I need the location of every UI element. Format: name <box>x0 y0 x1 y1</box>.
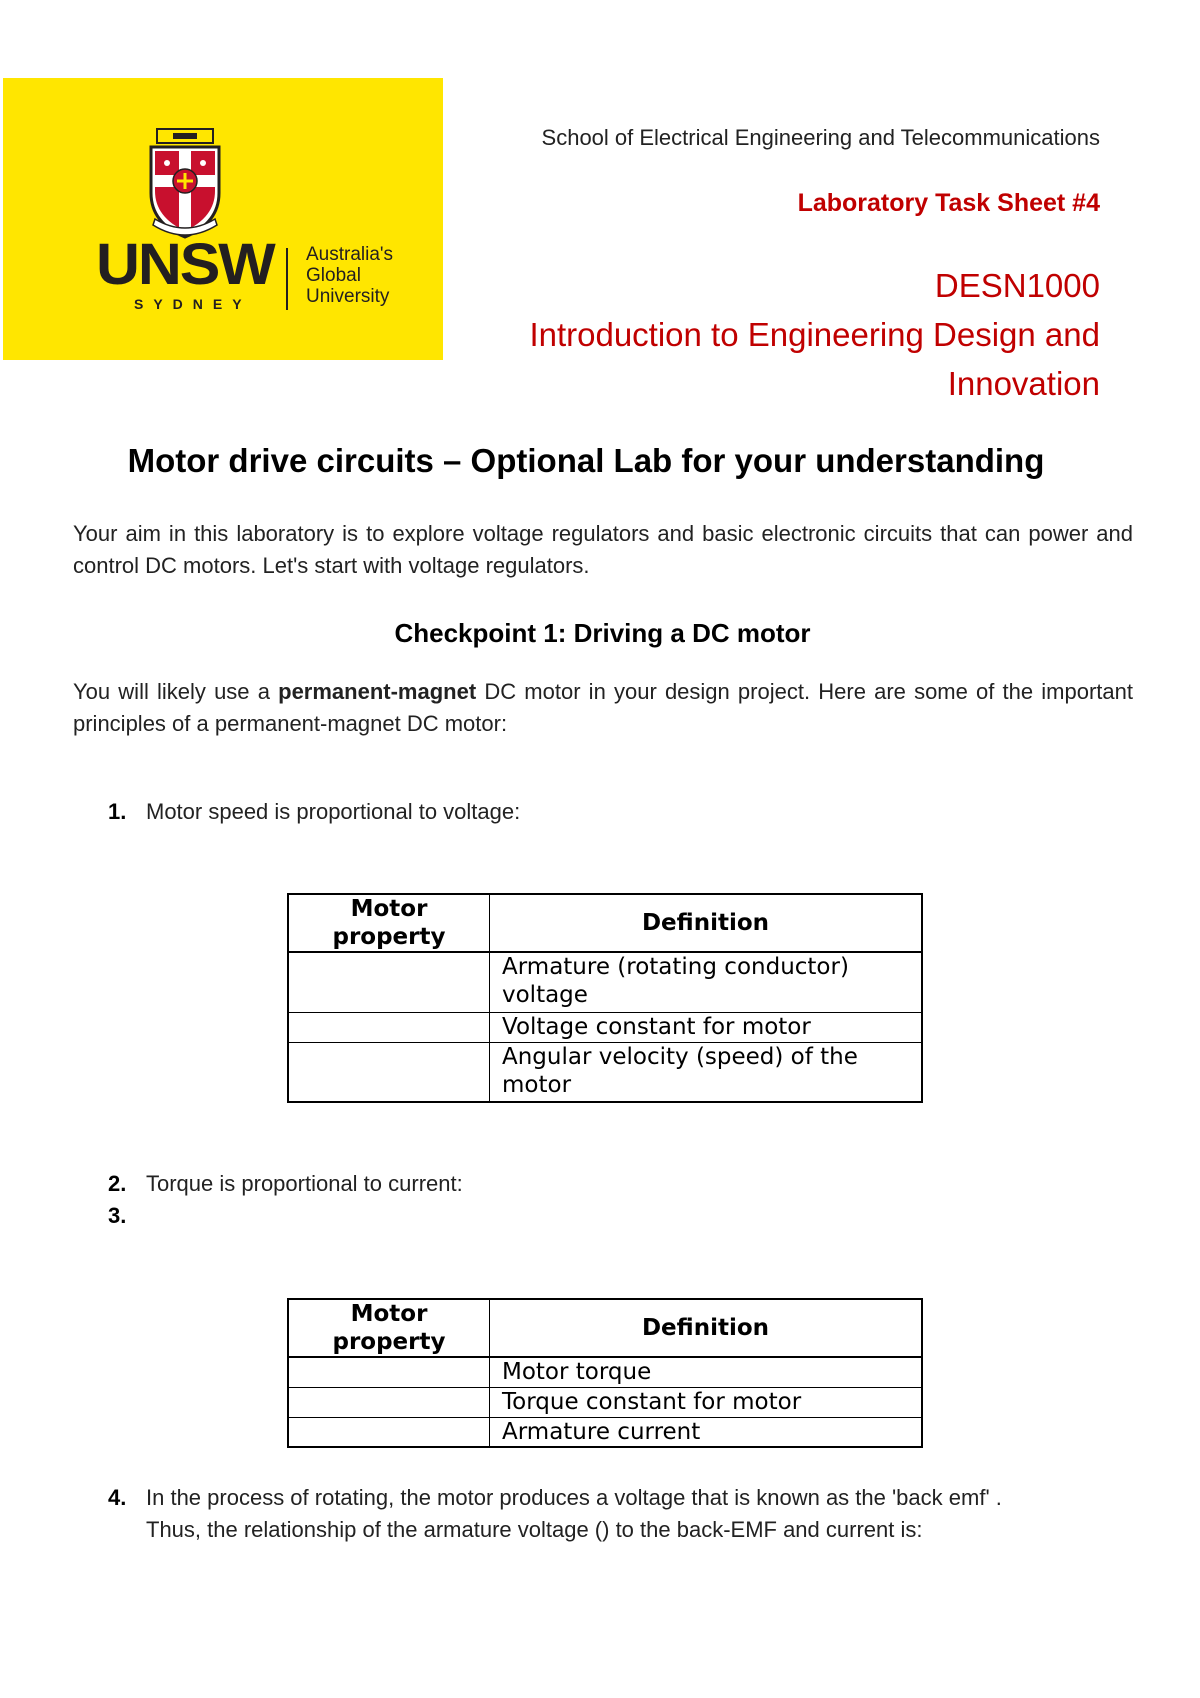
checkpoint-intro <box>73 676 1133 740</box>
list-item-number: 4. <box>108 1485 127 1510</box>
list-item-number: 3. <box>108 1203 127 1228</box>
table-row <box>288 1387 922 1417</box>
school-name: School of Electrical Engineering and Telecommunications <box>541 125 1100 150</box>
table-cell: Armature (rotating conductor) voltage <box>490 952 923 1012</box>
list-item-number: 1. <box>108 799 127 824</box>
tagline-line-3: University <box>306 286 390 307</box>
page-title: Motor drive circuits – Optional Lab for your understanding <box>127 442 1045 479</box>
sydney-wordmark: SYDNEY <box>134 296 252 312</box>
logo-divider <box>286 248 288 310</box>
table-cell: Torque constant for motor <box>490 1387 923 1417</box>
motor-speed-table <box>287 893 923 1103</box>
table-header-cell: Definition <box>490 894 923 952</box>
intro-paragraph: Your aim in this laboratory is to explore voltage regulators and basic electronic circuits that can power and control DC motors. Let's start with voltage regulators. <box>73 521 1133 578</box>
checkpoint-intro-pre: You will likely use a <box>73 679 279 704</box>
table-cell <box>288 1417 490 1447</box>
course-title-line-2: Innovation <box>947 365 1100 402</box>
list-item-text: In the process of rotating, the motor produces a voltage that is known as the 'back emf' . <box>146 1485 1002 1510</box>
table-cell: Angular velocity (speed) of the motor <box>490 1042 923 1102</box>
table-cell <box>288 1012 490 1042</box>
table-cell <box>288 1387 490 1417</box>
list-item-text-continued: Thus, the relationship of the armature voltage () to the back-EMF and current is: <box>146 1517 923 1542</box>
table-row <box>288 1012 922 1042</box>
list-item-text: Motor speed is proportional to voltage: <box>146 799 521 824</box>
unsw-wordmark: UNSW <box>96 232 274 297</box>
checkpoint-intro-bold: permanent-magnet <box>278 679 477 704</box>
table-row <box>288 952 922 1012</box>
course-code: DESN1000 <box>934 267 1100 304</box>
list-item-number: 2. <box>108 1171 127 1196</box>
list-item-text: Torque is proportional to current: <box>146 1171 463 1196</box>
table-header-row <box>288 894 922 952</box>
checkpoint-heading: Checkpoint 1: Driving a DC motor <box>394 618 811 648</box>
table-row <box>288 1042 922 1102</box>
table-header-cell: Definition <box>490 1299 923 1357</box>
table-cell <box>288 1042 490 1102</box>
table-header-cell: Motor property <box>288 894 490 952</box>
unsw-crest-icon <box>145 127 225 245</box>
table-cell: Voltage constant for motor <box>490 1012 923 1042</box>
tagline-line-2: Global <box>306 265 361 286</box>
sheet-title: Laboratory Task Sheet #4 <box>797 189 1100 217</box>
table-cell <box>288 952 490 1012</box>
table-cell: Armature current <box>490 1417 923 1447</box>
table-row <box>288 1357 922 1387</box>
checkpoint-intro-post: DC motor in your design project. Here are some of the important principles of a permanent-magnet DC motor: <box>73 679 1134 736</box>
table-row <box>288 1417 922 1447</box>
tagline-line-1: Australia's <box>306 244 394 265</box>
motor-torque-table <box>287 1298 923 1448</box>
table-header-row <box>288 1299 922 1357</box>
table-header-cell: Motor property <box>288 1299 490 1357</box>
table-cell: Motor torque <box>490 1357 923 1387</box>
table-cell <box>288 1357 490 1387</box>
course-title-line-1: Introduction to Engineering Design and <box>529 316 1100 353</box>
